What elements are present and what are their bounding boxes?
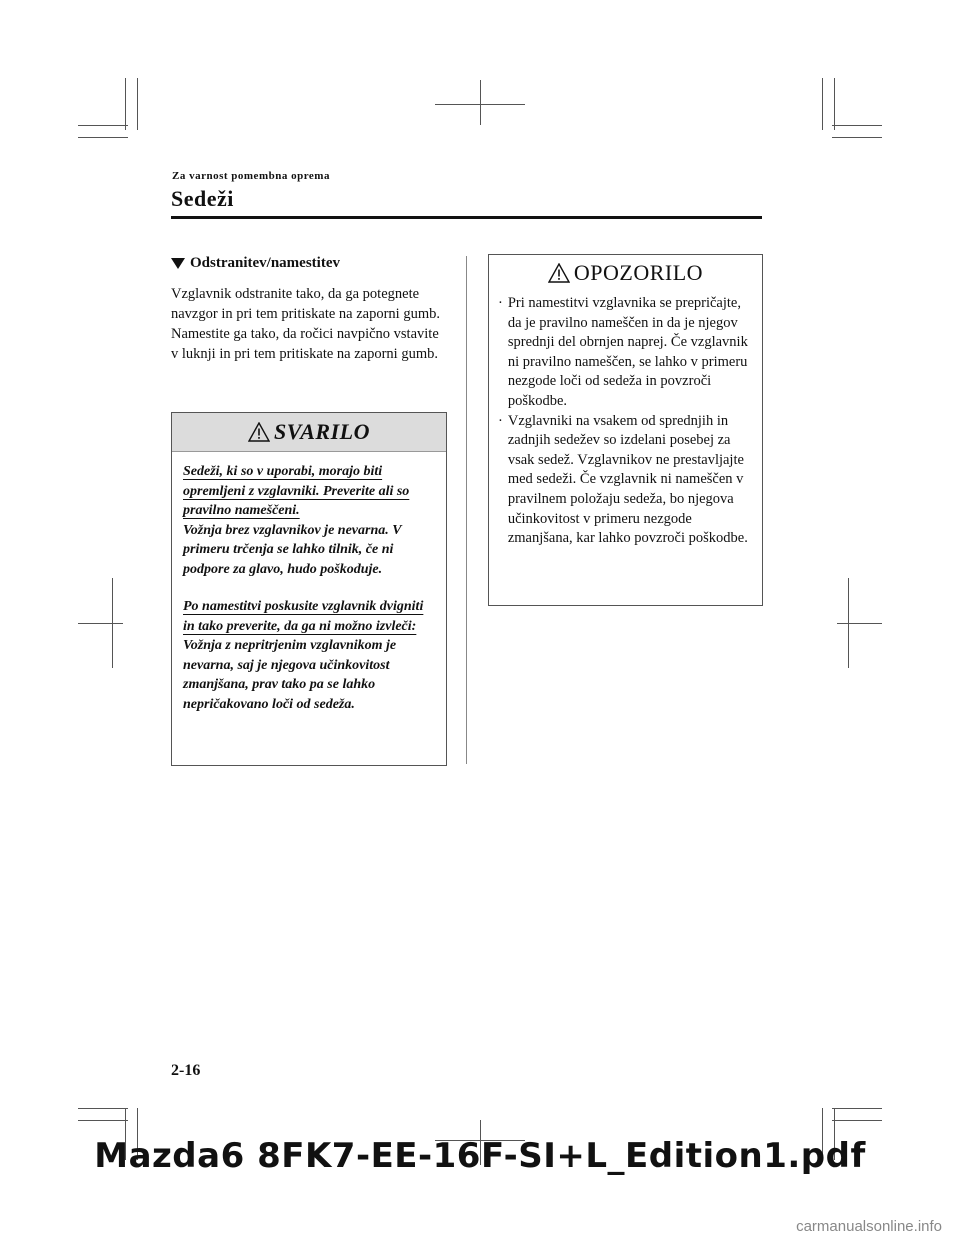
crop-mark	[832, 137, 882, 138]
section-label: Za varnost pomembna oprema	[172, 170, 330, 182]
svarilo-header	[172, 413, 446, 452]
crop-mark	[78, 1108, 128, 1109]
svarilo-text-1: Vožnja brez vzglavnikov je nevarna. V primeru trčenja se lahko tilnik, če ni podpore za glavo, hudo poškoduje.	[183, 522, 402, 577]
svarilo-underlined-2: Po namestitvi poskusite vzglavnik dvigniti in tako preverite, da ga ni možno izvleči:	[183, 599, 424, 634]
svarilo-warning-box	[171, 412, 447, 766]
left-column	[171, 255, 446, 364]
crop-mark	[78, 137, 128, 138]
list-item	[498, 294, 756, 412]
crop-mark	[834, 78, 835, 130]
crop-mark	[832, 1120, 882, 1121]
crop-mark	[832, 1108, 882, 1109]
watermark: carmanualsonline.info	[796, 1218, 942, 1235]
subheading	[171, 255, 446, 272]
crop-mark	[125, 78, 126, 130]
opozorilo-caution-box	[488, 254, 763, 606]
crop-mark	[837, 623, 882, 624]
triangle-down-icon	[171, 258, 185, 269]
page-number: 2-16	[171, 1062, 201, 1079]
crop-mark	[137, 78, 138, 130]
crop-mark	[480, 80, 481, 125]
opozorilo-list	[489, 289, 762, 549]
crop-mark	[78, 125, 128, 126]
page-title: Sedeži	[171, 186, 234, 211]
svarilo-title: SVARILO	[273, 419, 370, 444]
footer-filename: Mazda6 8FK7-EE-16F-SI+L_Edition1.pdf	[94, 1136, 866, 1176]
title-rule	[171, 216, 762, 219]
column-divider	[466, 256, 467, 764]
list-item-text: Pri namestitvi vzglavnika se prepričajte, da je pravilno nameščen in da je njegov sprednji del obrnjen naprej. Če vzglavnik ni pravilno nameščen, se lahko v primeru nezgode loči od sedeža in povzroči poškodbe.	[507, 295, 748, 409]
paragraph-install: Namestite ga tako, da ročici navpično vstavite v luknji in pri tem pritiskate na zaporni gumb.	[171, 326, 439, 362]
svarilo-text-2: Vožnja z nepritrjenim vzglavnikom je nevarna, saj je njegova učinkovitost zmanjšana, prav tako pa se lahko nepričakovano loči od sedeža.	[183, 638, 397, 712]
list-item-text: Vzglavniki na vsakem od sprednjih in zadnjih sedežev so izdelani posebej za vsak sedež. Vzglavnikov ne prestavljajte med sedeži. Če vzglavnik ni nameščen v pravilnem položaju sedeža, bo njegova učinkovitost v primeru nezgode zmanjšana, kar lahko povzroči poškodbe.	[507, 412, 748, 547]
crop-mark	[832, 125, 882, 126]
bullet: ·	[498, 412, 503, 429]
warning-triangle-icon	[548, 263, 570, 283]
svarilo-content	[172, 452, 446, 714]
opozorilo-header	[489, 255, 762, 289]
paragraph-removal: Vzglavnik odstranite tako, da ga potegnete navzgor in pri tem pritiskate na zaporni gumb.	[171, 286, 440, 322]
svarilo-underlined-1: Sedeži, ki so v uporabi, morajo biti opremljeni z vzglavniki. Preverite ali so pravilno nameščeni.	[183, 464, 410, 518]
crop-mark	[435, 104, 525, 105]
warning-triangle-icon	[248, 422, 270, 442]
crop-mark	[78, 623, 123, 624]
bullet: ·	[498, 295, 503, 311]
opozorilo-title: OPOZORILO	[573, 260, 704, 285]
crop-mark	[822, 78, 823, 130]
subheading-text: Odstranitev/namestitev	[190, 255, 340, 271]
list-item	[498, 412, 756, 549]
crop-mark	[78, 1120, 128, 1121]
